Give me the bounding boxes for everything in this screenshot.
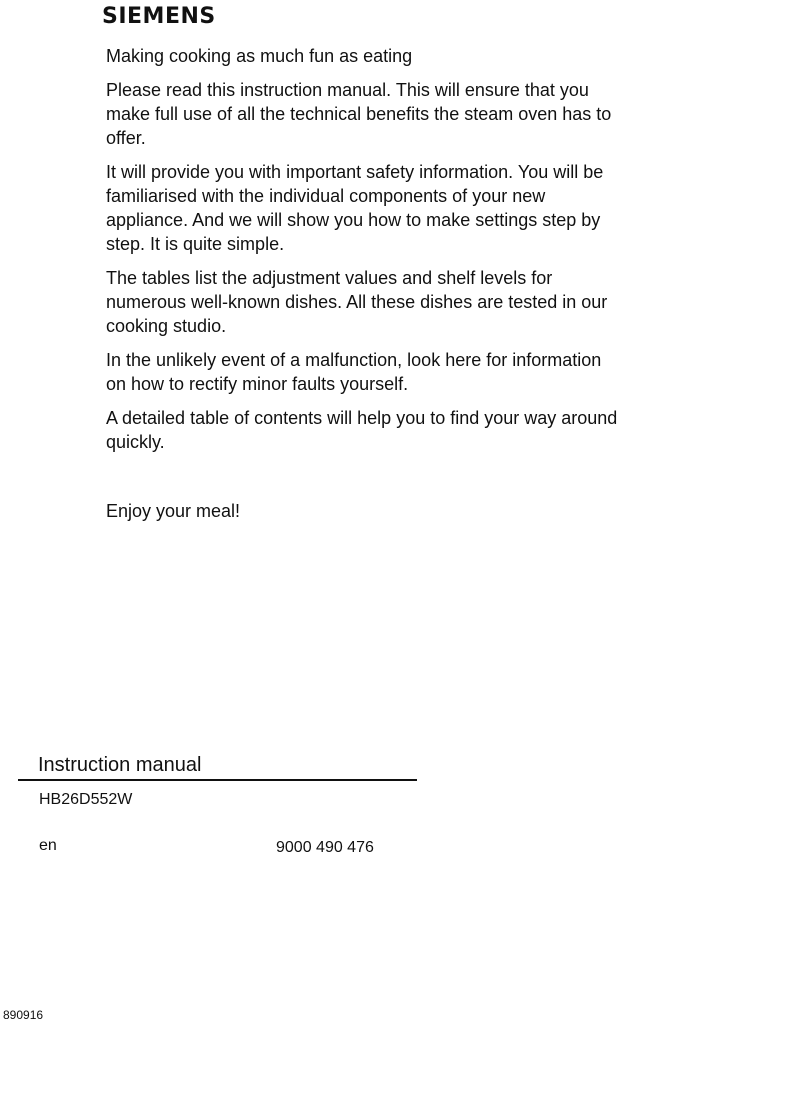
intro-headline: Making cooking as much fun as eating xyxy=(106,46,413,66)
title-divider xyxy=(18,779,417,781)
manual-title: Instruction manual xyxy=(38,754,202,776)
print-code: 890916 xyxy=(3,1008,44,1022)
intro-paragraph-4: In the unlikely event of a malfunction, look here for information on how to rectify minor faults yourself. xyxy=(106,350,602,394)
document-number: 9000 490 476 xyxy=(276,839,374,856)
intro-paragraph-5: A detailed table of contents will help you to find your way around quickly. xyxy=(106,408,618,452)
intro-paragraph-3: The tables list the adjustment values and shelf levels for numerous well-known dishes. All these dishes are tested in our cooking studio. xyxy=(106,268,608,336)
closing-text: Enjoy your meal! xyxy=(106,501,241,521)
intro-paragraph-1: Please read this instruction manual. This will ensure that you make full use of all the technical benefits the steam oven has to offer. xyxy=(106,80,612,148)
language-code: en xyxy=(39,837,57,854)
siemens-logo: SIEMENS xyxy=(102,4,216,29)
intro-paragraph-2: It will provide you with important safety information. You will be familiarised with the individual components of your new appliance. And we will show you how to make settings step by step. It is quite simple. xyxy=(106,162,604,254)
model-number: HB26D552W xyxy=(39,791,133,808)
intro-section xyxy=(106,44,626,523)
